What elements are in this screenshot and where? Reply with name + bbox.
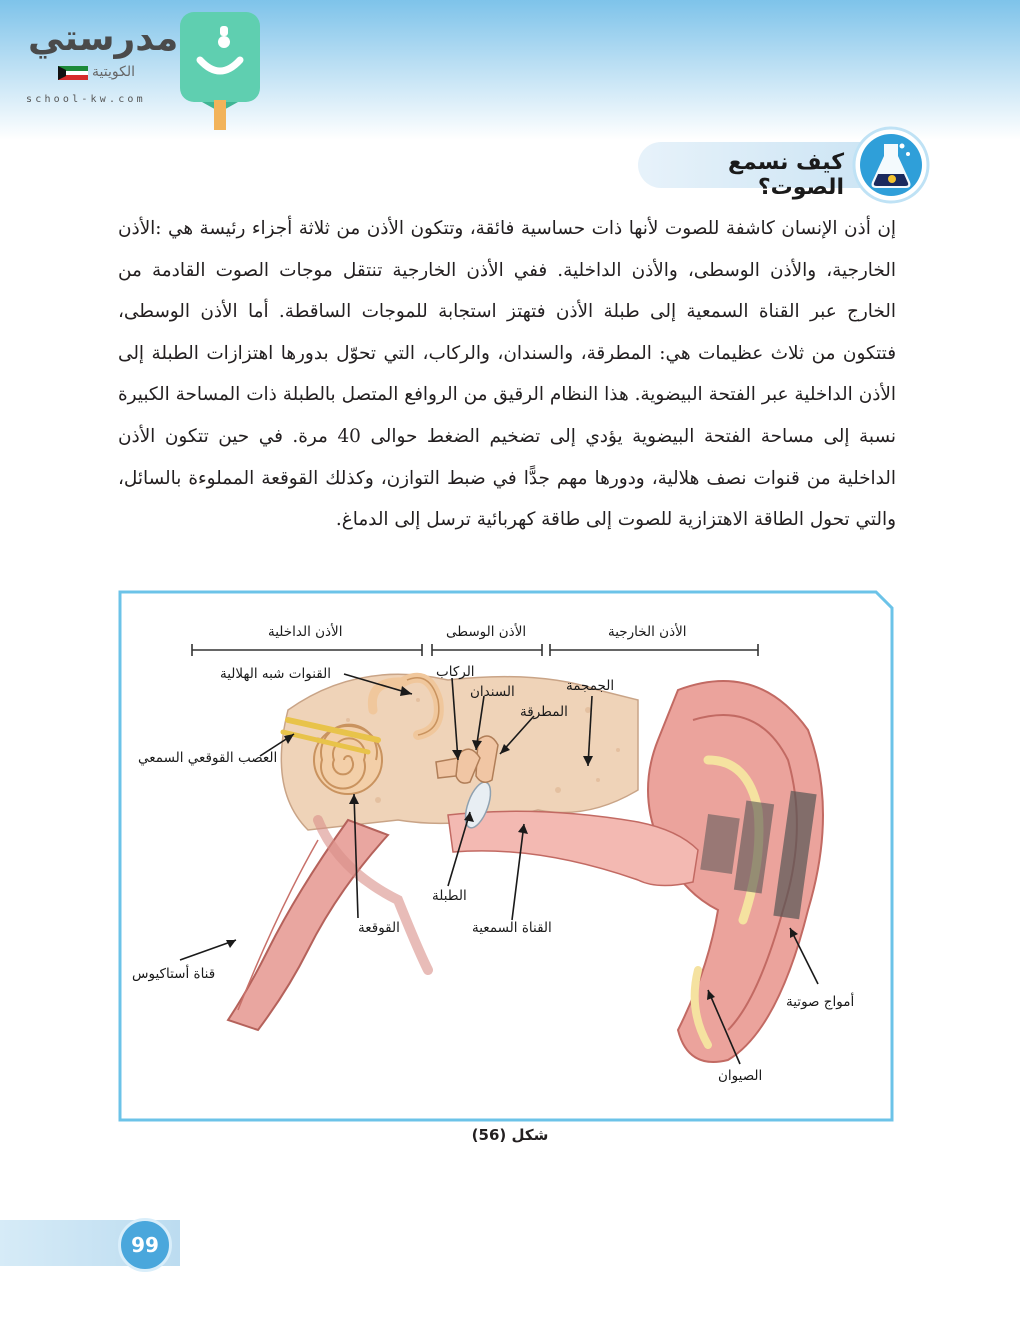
label-hammer: المطرقة: [520, 704, 568, 720]
bookmark-smile-icon: [180, 12, 260, 132]
label-pinna: الصيوان: [718, 1068, 763, 1084]
label-ear-canal: القناة السمعية: [472, 920, 552, 936]
label-stirrup: الركاب: [436, 664, 475, 680]
label-skull: الجمجمة: [566, 678, 615, 694]
site-logo[interactable]: [20, 12, 260, 132]
label-anvil: السندان: [470, 684, 515, 700]
figure-caption: شكل (56): [471, 1126, 549, 1144]
logo-name: مدرستي: [28, 18, 179, 59]
flask-icon: [848, 126, 934, 204]
label-eustachian-tube: قناة أستاكيوس: [132, 966, 216, 982]
section-inner-ear: الأذن الداخلية: [268, 624, 343, 640]
label-eardrum: الطبلة: [432, 888, 467, 904]
kuwait-flag-icon: [58, 66, 88, 80]
label-cochlear-nerve: العصب القوقعي السمعي: [138, 750, 278, 766]
logo-subtitle: الكويتية: [92, 64, 135, 80]
label-cochlea: القوقعة: [358, 920, 400, 936]
lesson-paragraph: إن أذن الإنسان كاشفة للصوت لأنها ذات حساسية فائقة، وتتكون الأذن من ثلاثة أجزاء رئيسة هي :الأذن الخارجية، والأذن الوسطى، والأذن الداخلية. ففي الأذن الخارجية تنتقل موجات الصوت القادمة من الخارج عبر القناة السمعية إلى طبلة الأذن فتهتز استجابة للموجات الساقطة. أما الأذن الوسطى، فتتكون من ثلاث عظيمات هي: المطرقة، والسندان، والركاب، التي تحوّل بدورها اهتزازات الطبلة إلى الأذن الداخلية عبر الفتحة البيضوية. هذا النظام الرقيق من الروافع المتصل بالطبلة ذات المساحة الكبيرة نسبة إلى مساحة الفتحة البيضوية يؤدي إلى تضخيم الضغط حوالى 40 مرة. في حين تتكون الأذن الداخلية من قنوات نصف هلالية، ودورها مهم جدًّا في ضبط التوازن، وكذلك القوقعة المملوءة بالسائل، والتي تحول الطاقة الاهتزازية للصوت إلى طاقة كهربائية ترسل إلى الدماغ.: [118, 218, 896, 531]
logo-url: school-kw.com: [26, 94, 146, 105]
lesson-title: كيف نسمع الصوت؟: [727, 150, 844, 200]
section-middle-ear: الأذن الوسطى: [446, 624, 527, 640]
label-sound-waves: أمواج صوتية: [786, 994, 855, 1010]
label-semicircular-canals: القنوات شبه الهلالية: [220, 666, 331, 682]
ear-diagram: [118, 590, 894, 1122]
page-number: 99: [118, 1218, 172, 1272]
section-outer-ear: الأذن الخارجية: [608, 624, 687, 640]
